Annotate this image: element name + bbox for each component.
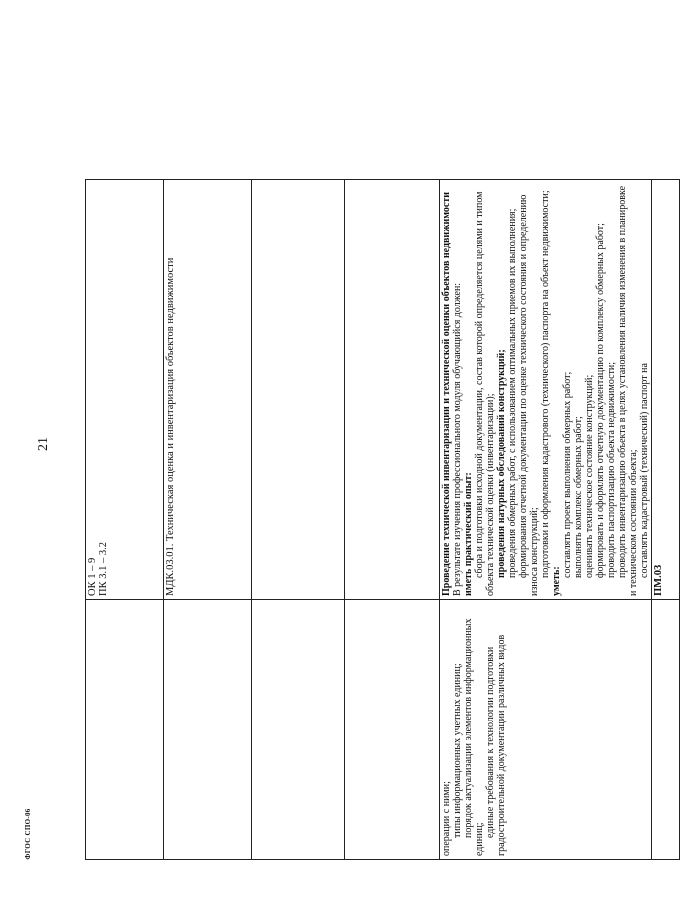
content-line: единые требования к технологии подготовки градостроительной документации различных видов xyxy=(485,634,507,856)
content-line: порядок актуализации элементов информационных единиц; xyxy=(463,618,485,856)
competency-line: ПК 3.1 – 3.2 xyxy=(98,542,110,596)
competencies-cell xyxy=(86,600,164,860)
content-line: составлять проект выполнения обмерных работ; xyxy=(562,371,573,578)
content-line: операции с ними; xyxy=(441,781,452,856)
table-row xyxy=(164,38,252,860)
content-line: проводить паспортизацию объекта недвижимости; xyxy=(606,361,617,578)
empty-cell-a xyxy=(252,180,345,600)
table-row xyxy=(345,38,440,860)
discipline-cell: МДК.03.01. Техническая оценка и инвентаризация объектов недвижимости xyxy=(164,180,252,600)
content-line: проведения натурных обследований конструкций; xyxy=(496,349,507,578)
content-line: проведения обмерных работ, с использованием оптимальных приемов их выполнения; xyxy=(507,208,518,578)
content-line: формирования отчетной документации по оценке технического состояния и определению износа конструкций; xyxy=(518,194,540,596)
content-line: уметь: xyxy=(551,566,562,596)
code-cell xyxy=(652,600,680,860)
empty-cell-a xyxy=(252,600,345,860)
table-row xyxy=(440,38,652,860)
content-line: сбора и подготовки исходной документации, состав которой определяется целями и типом объекта технической оценки (инвентаризации); xyxy=(474,191,496,596)
code-cell: ПМ.03 xyxy=(652,180,680,600)
table-row xyxy=(652,38,680,860)
empty-cell-b xyxy=(345,180,440,600)
content-line: проводить инвентаризацию объекта в целях установления наличия изменения в планировке и техническом состоянии объекта; xyxy=(617,185,639,596)
competency-line: ОК 1 – 9 xyxy=(87,557,98,596)
content-line: формировать и оформлять отчетную документацию по комплексу обмерных работ; xyxy=(595,223,606,578)
content-cell xyxy=(440,180,652,600)
content-line: типы информационных учетных единиц; xyxy=(452,663,463,838)
competencies-cell xyxy=(86,180,164,600)
content-line: Проведение технической инвентаризации и технической оценки объектов недвижимости xyxy=(441,191,452,596)
curriculum-table xyxy=(85,37,680,860)
page-number: 21 xyxy=(36,437,51,451)
content-line: составлять кадастровый (технический) паспорт на xyxy=(639,363,650,578)
table-row xyxy=(252,38,345,860)
content-line: выполнять комплекс обмерных работ; xyxy=(573,416,584,578)
discipline-cell xyxy=(164,600,252,860)
rotated-table-sheet xyxy=(85,38,664,860)
content-line: иметь практический опыт: xyxy=(463,472,474,596)
empty-cell-b xyxy=(345,600,440,860)
table-row xyxy=(86,38,164,860)
footer-code: ФГОС СПО-06 xyxy=(24,808,32,860)
content-line: В результате изучения профессионального модуля обучающийся должен: xyxy=(452,282,463,596)
content-line: оценивать техническое состояние конструкций; xyxy=(584,374,595,578)
content-line: подготовки и оформления кадастрового (технического) паспорта на объект недвижимости; xyxy=(540,190,551,578)
content-cell xyxy=(440,600,652,860)
